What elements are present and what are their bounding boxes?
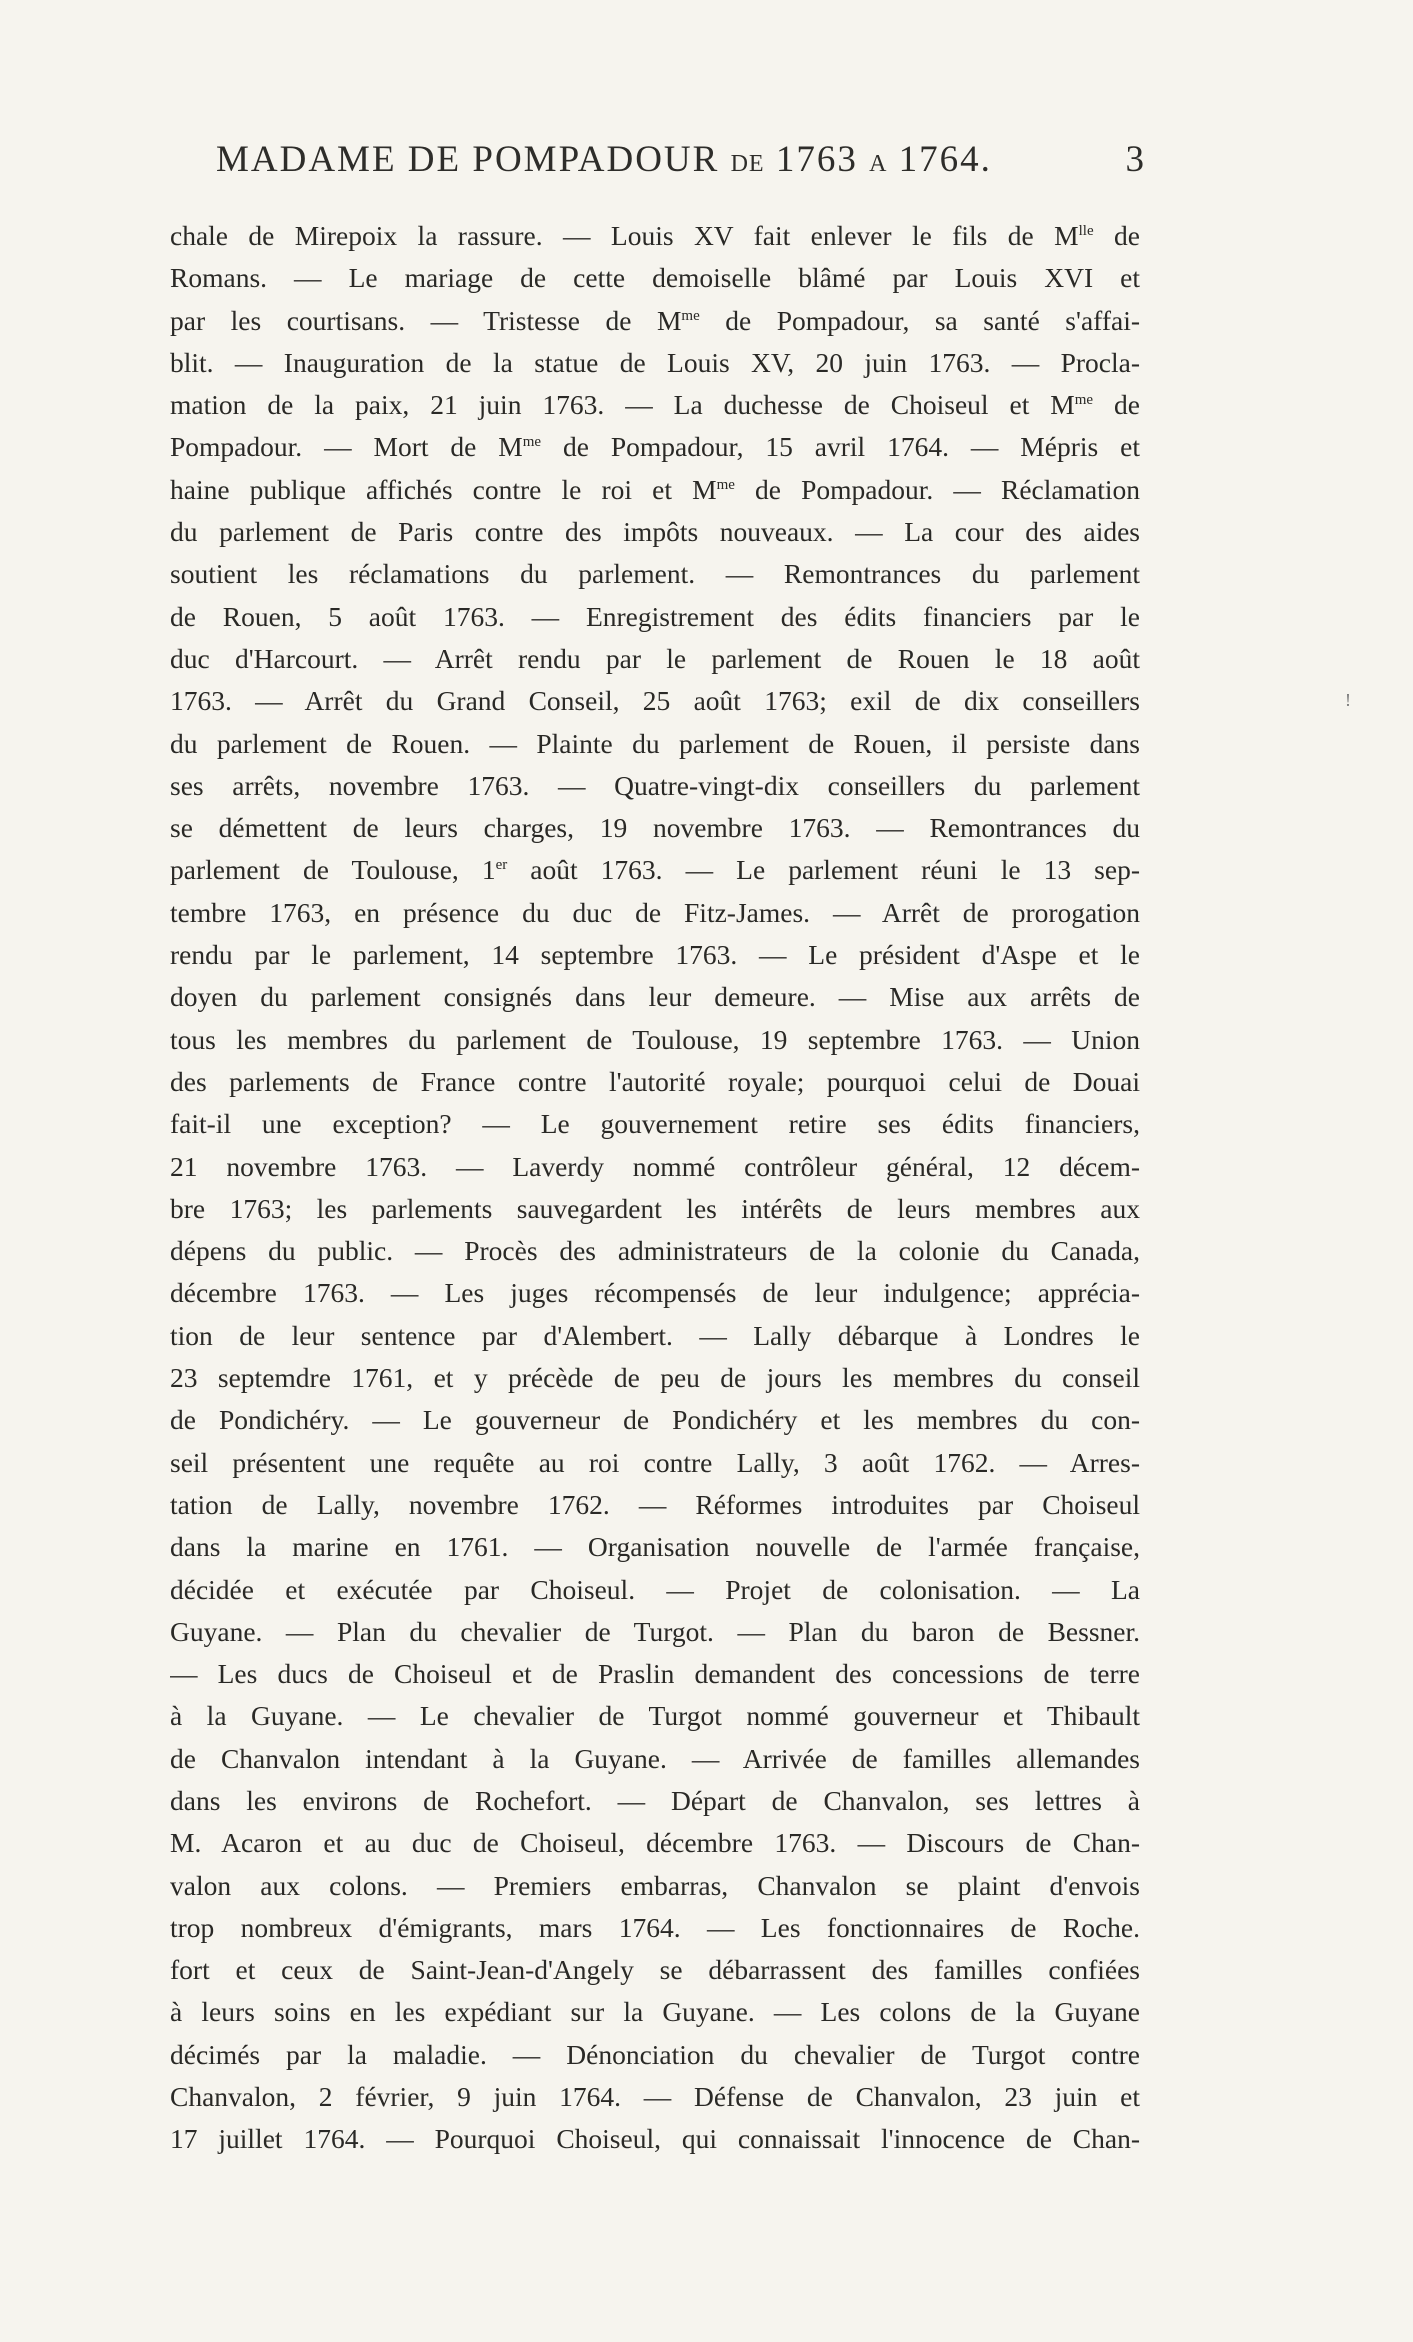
text-line: tion de leur sentence par d'Alembert. — Lally débarque à Londres le xyxy=(170,1319,1140,1351)
text-line: duc d'Harcourt. — Arrêt rendu par le parlement de Rouen le 18 août xyxy=(170,642,1140,674)
text-line: 17 juillet 1764. — Pourquoi Choiseul, qui connaissait l'innocence de Chan- xyxy=(170,2123,1140,2155)
text-line: de Chanvalon intendant à la Guyane. — Arrivée de familles allemandes xyxy=(170,1742,1140,1774)
text-line: de Rouen, 5 août 1763. — Enregistrement des édits financiers par le xyxy=(170,600,1140,632)
text-line: fort et ceux de Saint-Jean-d'Angely se débarrassent des familles confiées xyxy=(170,1954,1140,1986)
text-line: Guyane. — Plan du chevalier de Turgot. — Plan du baron de Bessner. xyxy=(170,1615,1140,1647)
header-title-de: DE xyxy=(730,151,765,177)
text-line: par les courtisans. — Tristesse de $M^{me}$ de Pompadour, sa santé s'affai- xyxy=(170,304,1140,336)
text-line: tation de Lally, novembre 1762. — Réformes introduites par Choiseul xyxy=(170,1488,1140,1520)
text-line: dans la marine en 1761. — Organisation nouvelle de l'armée française, xyxy=(170,1531,1140,1563)
text-line: à leurs soins en les expédiant sur la Guyane. — Les colons de la Guyane xyxy=(170,1996,1140,2028)
text-line: dans les environs de Rochefort. — Départ de Chanvalon, ses lettres à xyxy=(170,1784,1140,1816)
text-line: à la Guyane. — Le chevalier de Turgot nommé gouverneur et Thibault xyxy=(170,1700,1140,1732)
text-line: parlement de Toulouse, 1er août 1763. — Le parlement réuni le 13 sep- xyxy=(170,854,1140,886)
text-line: trop nombreux d'émigrants, mars 1764. — Les fonctionnaires de Roche. xyxy=(170,1911,1140,1943)
text-line: 1763. — Arrêt du Grand Conseil, 25 août 1763; exil de dix conseillers xyxy=(170,685,1140,717)
header-title xyxy=(216,138,992,181)
page-number: 3 xyxy=(1125,139,1144,180)
text-line: du parlement de Paris contre des impôts nouveaux. — La cour des aides xyxy=(170,516,1140,548)
text-line: décembre 1763. — Les juges récompensés de leur indulgence; apprécia- xyxy=(170,1277,1140,1309)
text-line: doyen du parlement consignés dans leur demeure. — Mise aux arrêts de xyxy=(170,981,1140,1013)
text-line: seil présentent une requête au roi contre Lally, 3 août 1762. — Arres- xyxy=(170,1446,1140,1478)
text-line: rendu par le parlement, 14 septembre 1763. — Le président d'Aspe et le xyxy=(170,939,1140,971)
text-line: 21 novembre 1763. — Laverdy nommé contrôleur général, 12 décem- xyxy=(170,1150,1140,1182)
text-line: mation de la paix, 21 juin 1763. — La duchesse de Choiseul et $M^{me}$ de xyxy=(170,389,1140,421)
text-line: bre 1763; les parlements sauvegardent les intérêts de leurs membres aux xyxy=(170,1192,1140,1224)
text-line: Pompadour. — Mort de $M^{me}$ de Pompadour, 15 avril 1764. — Mépris et xyxy=(170,431,1140,463)
text-line: tembre 1763, en présence du duc de Fitz-James. — Arrêt de prorogation xyxy=(170,896,1140,928)
text-line: décimés par la maladie. — Dénonciation du chevalier de Turgot contre xyxy=(170,2038,1140,2070)
header-title-main: MADAME DE POMPADOUR xyxy=(216,139,720,180)
header-year-to: 1764. xyxy=(898,139,992,180)
text-line: ses arrêts, novembre 1763. — Quatre-vingt-dix conseillers du parlement xyxy=(170,769,1140,801)
text-line: tous les membres du parlement de Toulouse, 19 septembre 1763. — Union xyxy=(170,1023,1140,1055)
text-line: haine publique affichés contre le roi et $M^{me}$ de Pompadour. — Réclamation xyxy=(170,473,1140,505)
text-line: de Pondichéry. — Le gouverneur de Pondichéry et les membres du con- xyxy=(170,1404,1140,1436)
text-line: du parlement de Rouen. — Plainte du parlement de Rouen, il persiste dans xyxy=(170,727,1140,759)
margin-mark: ! xyxy=(1345,690,1351,710)
text-line: M. Acaron et au duc de Choiseul, décembre 1763. — Discours de Chan- xyxy=(170,1827,1140,1859)
text-line: blit. — Inauguration de la statue de Louis XV, 20 juin 1763. — Procla- xyxy=(170,346,1140,378)
body-text xyxy=(170,215,1140,2161)
text-line: dépens du public. — Procès des administrateurs de la colonie du Canada, xyxy=(170,1235,1140,1267)
header-title-a: A xyxy=(869,151,888,177)
text-line: fait-il une exception? — Le gouvernement retire ses édits financiers, xyxy=(170,1108,1140,1140)
text-line: décidée et exécutée par Choiseul. — Projet de colonisation. — La xyxy=(170,1573,1140,1605)
text-line: — Les ducs de Choiseul et de Praslin demandent des concessions de terre xyxy=(170,1658,1140,1690)
text-line: se démettent de leurs charges, 19 novembre 1763. — Remontrances du xyxy=(170,812,1140,844)
text-line: valon aux colons. — Premiers embarras, Chanvalon se plaint d'envois xyxy=(170,1869,1140,1901)
text-line: des parlements de France contre l'autorité royale; pourquoi celui de Douai xyxy=(170,1065,1140,1097)
text-line: Chanvalon, 2 février, 9 juin 1764. — Défense de Chanvalon, 23 juin et xyxy=(170,2081,1140,2113)
header-year-from: 1763 xyxy=(775,139,858,180)
text-line: soutient les réclamations du parlement. — Remontrances du parlement xyxy=(170,558,1140,590)
text-line: 23 septemdre 1761, et y précède de peu de jours les membres du conseil xyxy=(170,1362,1140,1394)
running-header xyxy=(216,138,1144,198)
text-line: Romans. — Le mariage de cette demoiselle blâmé par Louis XVI et xyxy=(170,262,1140,294)
text-line: chale de Mirepoix la rassure. — Louis XV fait enlever le fils de $M^{lle}$ de xyxy=(170,220,1140,251)
